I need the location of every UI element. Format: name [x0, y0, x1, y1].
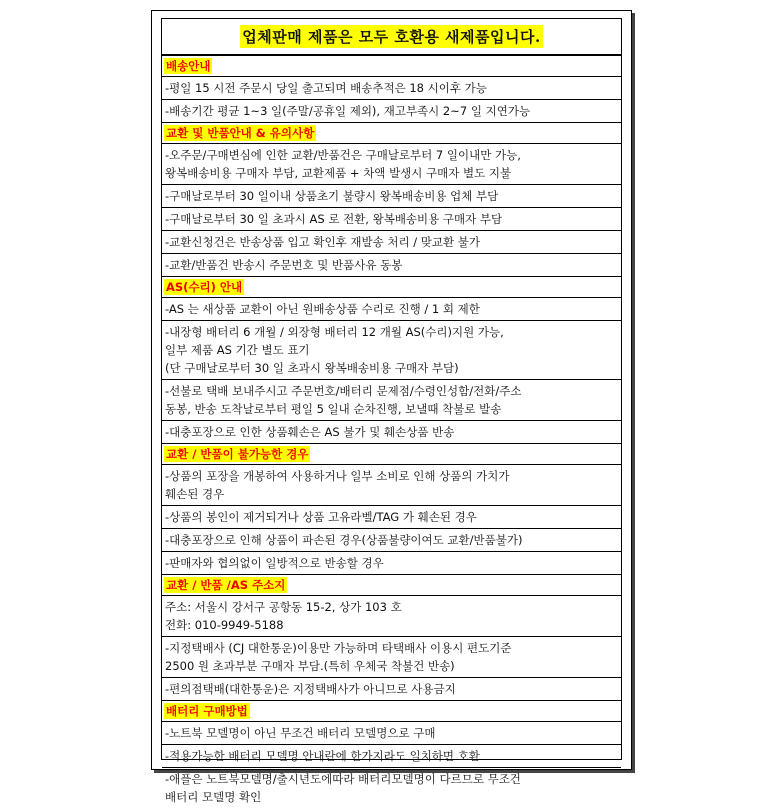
notice-item	[162, 321, 621, 380]
notice-item	[162, 185, 621, 208]
notice-item	[162, 77, 621, 100]
notice-item	[162, 637, 621, 678]
notice-item-line: -판매자와 협의없이 일방적으로 반송할 경우	[165, 556, 384, 570]
notice-item-line: 주소: 서울시 강서구 공항동 15-2, 상가 103 호	[165, 600, 402, 614]
notice-item-line: -편의점택배(대한통운)은 지정택배사가 아니므로 사용금지	[165, 682, 456, 696]
notice-item-line: -구매날로부터 30 일 초과시 AS 로 전환, 왕복배송비용 구매자 부담	[165, 212, 503, 226]
notice-item-line: -배송기간 평균 1~3 일(주말/공휴일 제외), 재고부족시 2~7 일 지연가능	[165, 104, 531, 118]
notice-item-line: -대충포장으로 인해 상품이 파손된 경우(상품불량이여도 교환/반품불가)	[165, 533, 523, 547]
notice-item	[162, 768, 621, 808]
notice-title-bar	[162, 19, 621, 56]
notice-item	[162, 529, 621, 552]
section-heading-row	[162, 701, 621, 722]
notice-item-line: -애플은 노트북모델명/출시년도에따라 배터리모델명이 다르므로 무조건	[165, 772, 521, 786]
notice-item-line: -선불로 택배 보내주시고 주문번호/배터리 문제점/수령인성함/전화/주소	[165, 384, 522, 398]
notice-item-line: -대충포장으로 인한 상품훼손은 AS 불가 및 훼손상품 반송	[165, 425, 455, 439]
notice-item-line: -AS 는 새상품 교환이 아닌 원배송상품 수리로 진행 / 1 회 제한	[165, 302, 480, 316]
notice-title: 업체판매 제품은 모두 호환용 새제품입니다.	[240, 25, 542, 48]
notice-item	[162, 254, 621, 277]
notice-item	[162, 231, 621, 254]
notice-item-line: -상품의 포장을 개봉하여 사용하거나 일부 소비로 인해 상품의 가치가	[165, 469, 510, 483]
notice-item-line: 훼손된 경우	[165, 487, 225, 501]
notice-item	[162, 552, 621, 575]
notice-item-line: 왕복배송비용 구매자 부담, 교환제품 + 차액 발생시 구매자 별도 지불	[165, 166, 512, 180]
notice-item-line: 배터리 모델명 확인	[165, 790, 262, 804]
notice-table	[161, 18, 622, 804]
section-heading: 배터리 구매방법	[166, 704, 248, 718]
notice-item-line: -구매날로부터 30 일이내 상품초기 불량시 왕복배송비용 업체 부담	[165, 189, 499, 203]
section-heading-row	[162, 575, 621, 596]
notice-item-line: -평일 15 시전 주문시 당일 출고되며 배송추적은 18 시이후 가능	[165, 81, 487, 95]
notice-item	[162, 421, 621, 444]
notice-item-line: -교환/반품건 반송시 주문번호 및 반품사유 동봉	[165, 258, 403, 272]
section-heading: 배송안내	[166, 59, 211, 73]
notice-item	[162, 465, 621, 506]
notice-item	[162, 380, 621, 421]
notice-rows	[162, 56, 621, 808]
section-heading: AS(수리) 안내	[166, 280, 243, 294]
notice-item	[162, 208, 621, 231]
notice-item-line: (단 구매날로부터 30 일 초과시 왕복배송비용 구매자 부담)	[165, 361, 459, 375]
section-heading: 교환 / 반품 /AS 주소지	[166, 578, 286, 592]
notice-item	[162, 722, 621, 745]
notice-item-line: 동봉, 반송 도착날로부터 평일 5 일내 순차진행, 보낼때 착불로 발송	[165, 402, 502, 416]
notice-item-line: 2500 원 초과부분 구매자 부담.(특히 우체국 착불건 반송)	[165, 659, 455, 673]
notice-item	[162, 596, 621, 637]
section-heading: 교환 및 반품안내 & 유의사항	[166, 126, 315, 140]
notice-item-line: 전화: 010-9949-5188	[165, 618, 284, 632]
notice-item	[162, 144, 621, 185]
section-heading: 교환 / 반품이 불가능한 경우	[166, 447, 309, 461]
section-heading-row	[162, 56, 621, 77]
notice-item-line: 일부 제품 AS 기간 별도 표기	[165, 343, 310, 357]
notice-frame	[151, 10, 632, 804]
notice-item-line: -노트북 모델명이 아닌 무조건 배터리 모델명으로 구매	[165, 726, 436, 740]
notice-item-line: -오주문/구매변심에 인한 교환/반품건은 구매날로부터 7 일이내만 가능,	[165, 148, 521, 162]
section-heading-row	[162, 123, 621, 144]
notice-item-line: -적용가능한 배터리 모델명 안내란에 한가지라도 일치하면 호환	[165, 749, 480, 763]
section-heading-row	[162, 277, 621, 298]
notice-item-line: -지정택배사 (CJ 대한통운)이용만 가능하며 타택배사 이용시 편도기준	[165, 641, 512, 655]
notice-item	[162, 678, 621, 701]
notice-item-line: -교환신청건은 반송상품 입고 확인후 재발송 처리 / 맞교환 불가	[165, 235, 480, 249]
notice-item-line: -내장형 배터리 6 개월 / 외장형 배터리 12 개월 AS(수리)지원 가능,	[165, 325, 504, 339]
section-heading-row	[162, 444, 621, 465]
notice-item	[162, 745, 621, 768]
notice-item	[162, 100, 621, 123]
notice-item	[162, 506, 621, 529]
notice-item	[162, 298, 621, 321]
notice-item-line: -상품의 봉인이 제거되거나 상품 고유라벨/TAG 가 훼손된 경우	[165, 510, 477, 524]
